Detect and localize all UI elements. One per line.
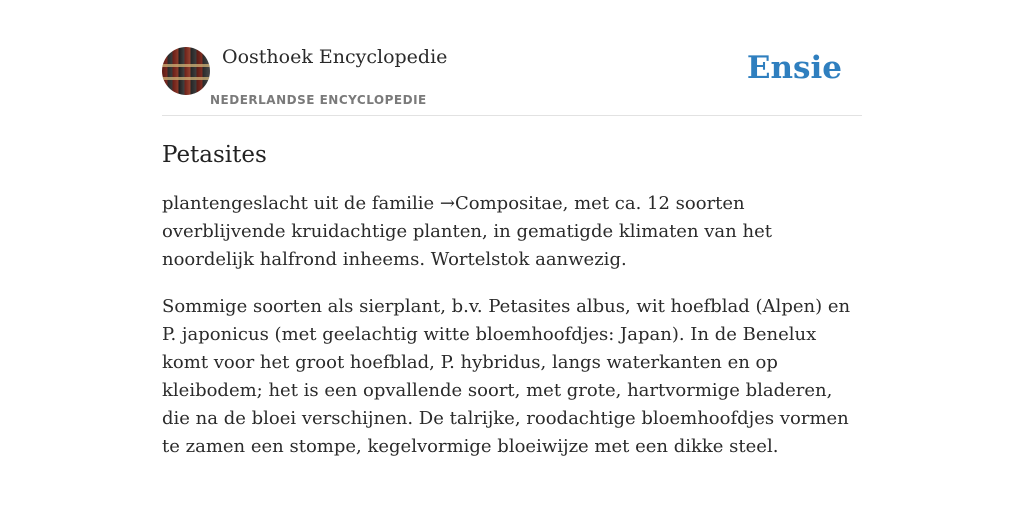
book-spine-band	[162, 64, 210, 67]
cross-reference-link-compositae[interactable]: →Compositae	[439, 193, 563, 214]
book-spine-band	[162, 77, 210, 80]
paragraph-definition	[162, 190, 862, 274]
paragraph-description: Sommige soorten als sierplant, b.v. Petasites albus, wit hoefblad (Alpen) en P. japonicus (met geelachtig witte bloemhoofdjes: Japan). In de Benelux komt voor het groot hoefblad, P. hybridus, langs waterkanten en op kleibodem; het is een opvallende soort, met grote, hartvormige bladeren, die na de bloei verschijnen. De talrijke, roodachtige bloemhoofdjes vormen te zamen een stompe, kegelvormige bloeiwijze met een dikke steel.	[162, 296, 851, 457]
site-subtitle: NEDERLANDSE ENCYCLOPEDIE	[210, 93, 427, 107]
site-title[interactable]: Oosthoek Encyclopedie	[222, 46, 448, 68]
entry-card	[162, 44, 862, 480]
paragraph-text: , met ca. 12 soorten overblijvende kruidachtige planten, in gematigde klimaten van het noordelijk halfrond inheems. Wortelstok aanwezig.	[162, 193, 772, 270]
paragraph-text: plantengeslacht uit de familie	[162, 193, 440, 214]
header	[162, 44, 862, 116]
entry-body	[162, 190, 862, 461]
ensie-logo-link[interactable]: Ensie	[746, 50, 842, 86]
encyclopedia-books-avatar[interactable]	[162, 47, 210, 95]
entry-title: Petasites	[162, 142, 267, 168]
